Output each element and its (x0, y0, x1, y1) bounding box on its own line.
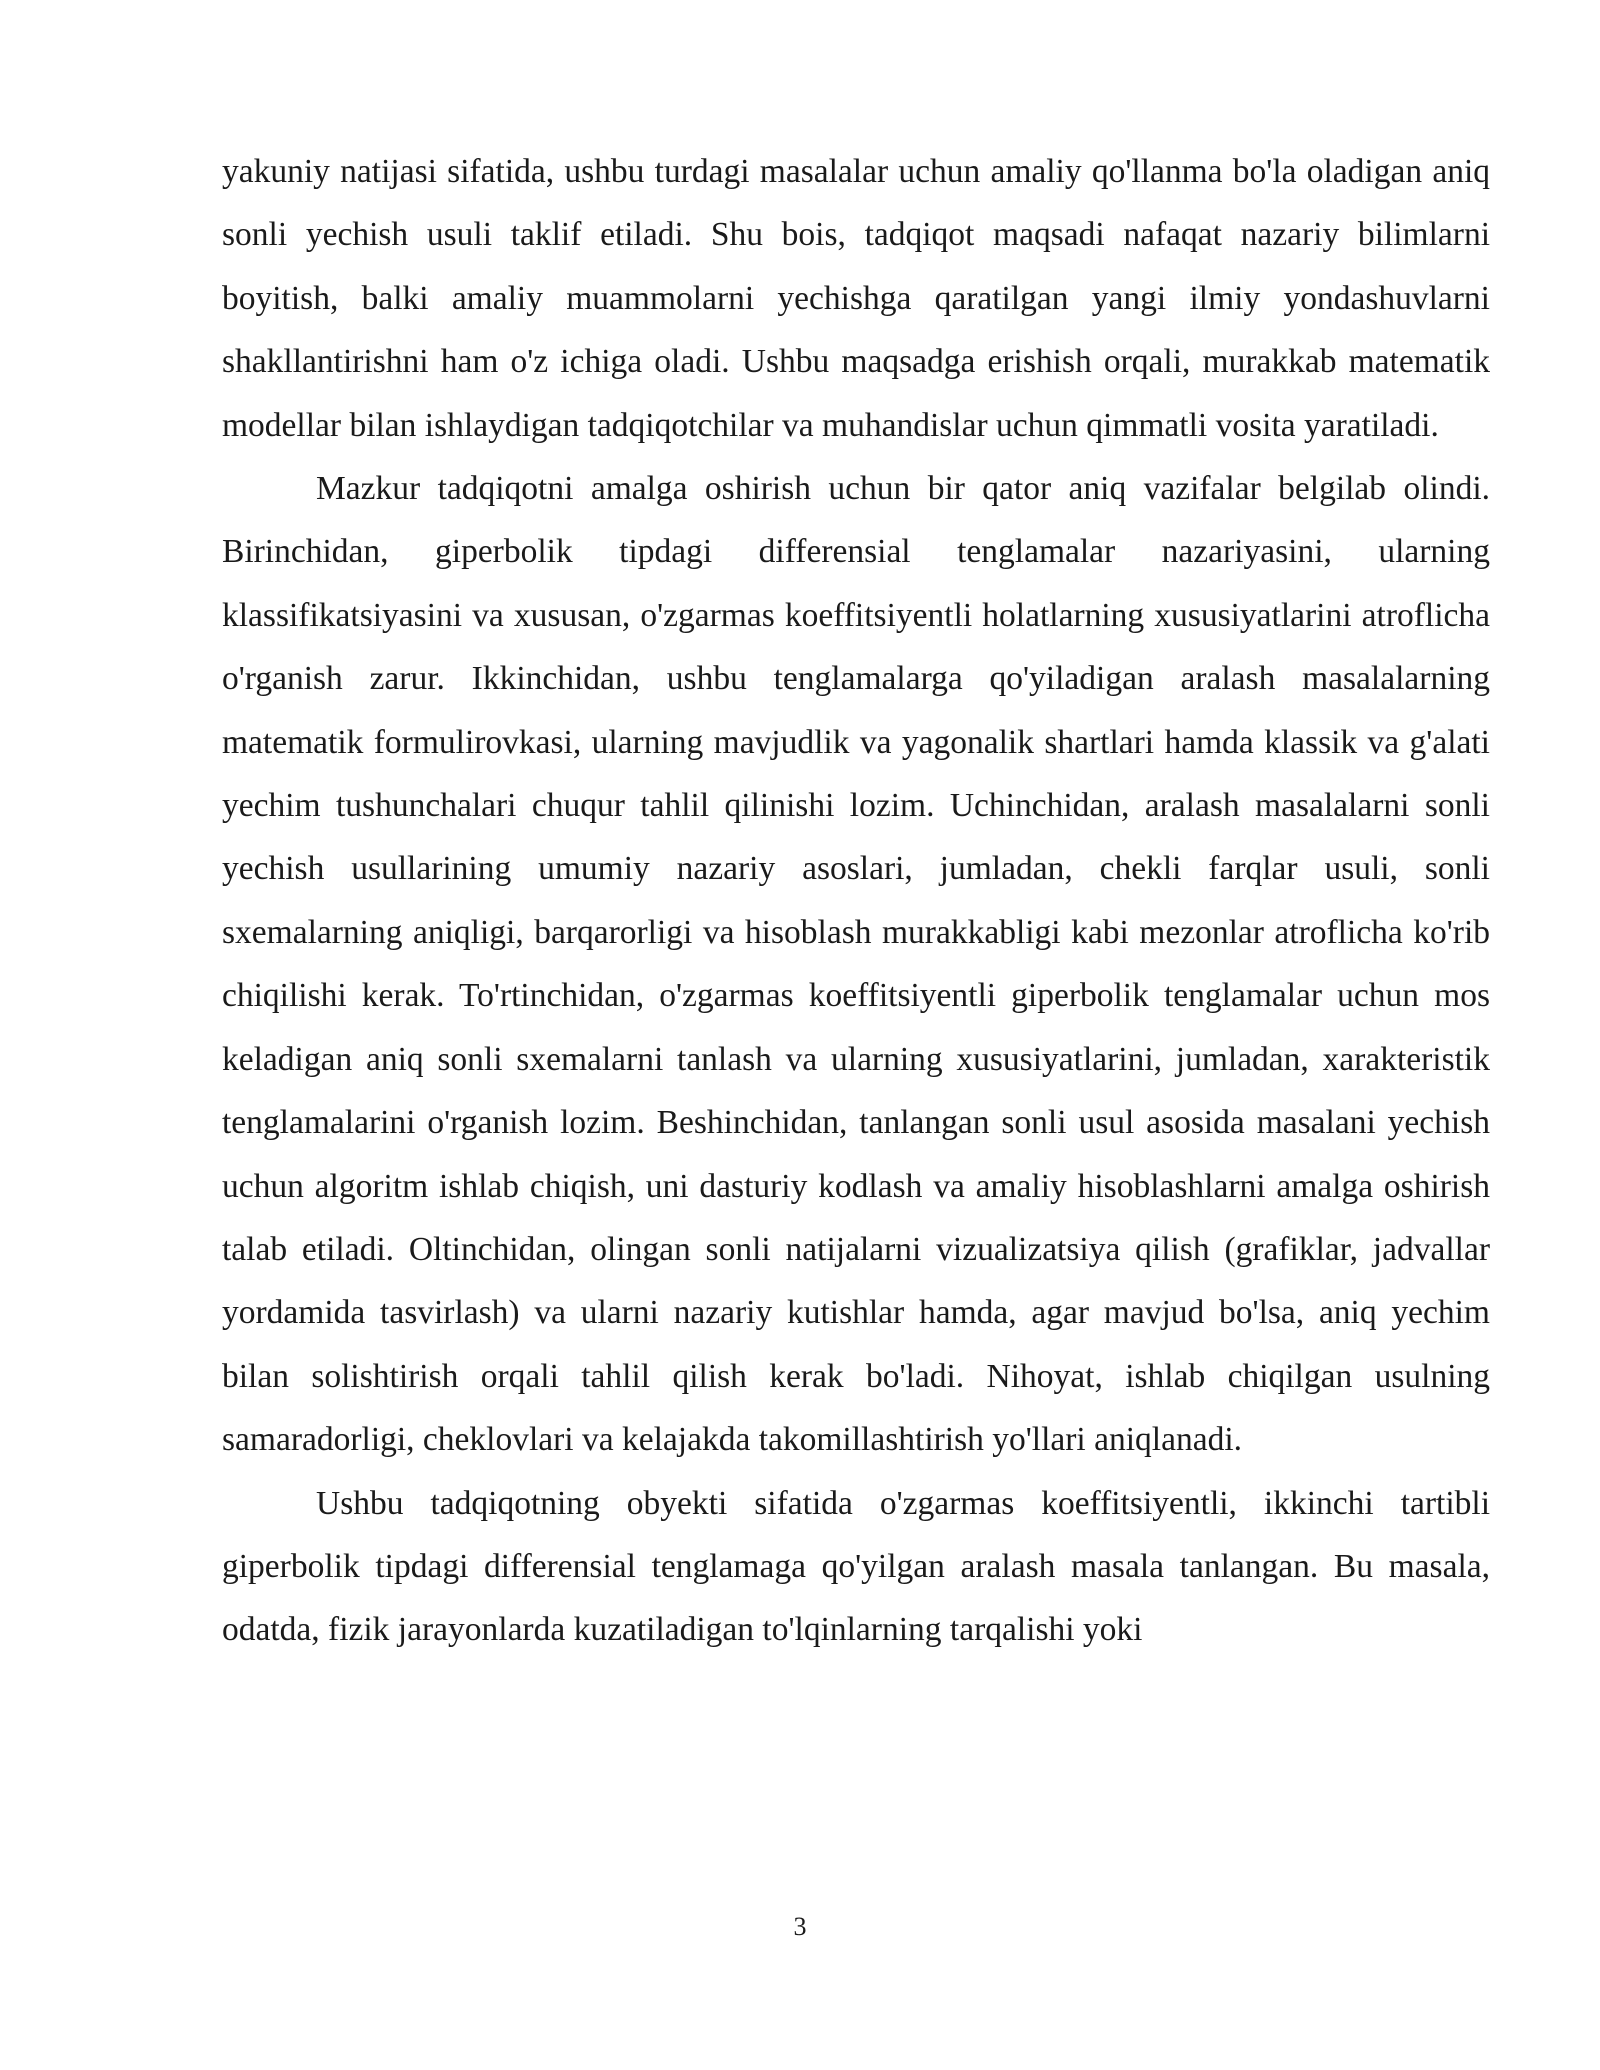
paragraph-3: Ushbu tadqiqotning obyekti sifatida o'zgarmas koeffitsiyentli, ikkinchi tartibli giperbolik tipdagi differensial tenglamaga qo'yilgan aralash masala tanlangan. Bu masala, odatda, fizik jarayonlarda kuzatiladigan to'lqinlarning tarqalishi yoki (222, 1484, 1490, 1649)
paragraph-1: yakuniy natijasi sifatida, ushbu turdagi masalalar uchun amaliy qo'llanma bo'la oladigan aniq sonli yechish usuli taklif etiladi. Shu bois, tadqiqot maqsadi nafaqat nazariy bilimlarni boyitish, balki amaliy muammolarni yechishga qaratilgan yangi ilmiy yondashuvlarni shakllantirishni ham o'z ichiga oladi. Ushbu maqsadga erishish orqali, murakkab matematik modellar bilan ishlaydigan tadqiqotchilar va muhandislar uchun qimmatli vosita yaratiladi. (222, 153, 1490, 444)
body-text (222, 140, 1490, 1662)
page-number: 3 (793, 1912, 807, 1941)
paragraph-2: Mazkur tadqiqotni amalga oshirish uchun bir qator aniq vazifalar belgilab olindi. Birinchidan, giperbolik tipdagi differensial tenglamalar nazariyasini, ularning klassifikatsiyasini va xususan, o'zgarmas koeffitsiyentli holatlarning xususiyatlarini atroflicha o'rganish zarur. Ikkinchidan, ushbu tenglamalarga qo'yiladigan aralash masalalarning matematik formulirovkasi, ularning mavjudlik va yagonalik shartlari hamda klassik va g'alati yechim tushunchalari chuqur tahlil qilinishi lozim. Uchinchidan, aralash masalalarni sonli yechish usullarining umumiy nazariy asoslari, jumladan, chekli farqlar usuli, sonli sxemalarning aniqligi, barqarorligi va hisoblash murakkabligi kabi mezonlar atroflicha ko'rib chiqilishi kerak. To'rtinchidan, o'zgarmas koeffitsiyentli giperbolik tenglamalar uchun mos keladigan aniq sonli sxemalarni tanlash va ularning xususiyatlarini, jumladan, xarakteristik tenglamalarini o'rganish lozim. Beshinchidan, tanlangan sonli usul asosida masalani yechish uchun algoritm ishlab chiqish, uni dasturiy kodlash va amaliy hisoblashlarni amalga oshirish talab etiladi. Oltinchidan, olingan sonli natijalarni vizualizatsiya qilish (grafiklar, jadvallar yordamida tasvirlash) va ularni nazariy kutishlar hamda, agar mavjud bo'lsa, aniq yechim bilan solishtirish orqali tahlil qilish kerak bo'ladi. Nihoyat, ishlab chiqilgan usulning samaradorligi, cheklovlari va kelajakda takomillashtirish yo'llari aniqlanadi. (222, 470, 1490, 1459)
